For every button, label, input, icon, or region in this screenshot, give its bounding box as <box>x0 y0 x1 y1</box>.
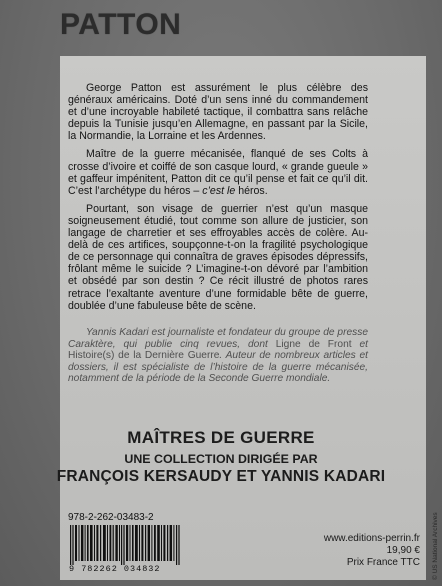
blurb <box>68 82 368 318</box>
series-directors: FRANÇOIS KERSAUDY ET YANNIS KADARI <box>56 468 386 485</box>
series-directed-by: UNE COLLECTION DIRIGÉE PAR <box>124 452 318 466</box>
blurb-paragraph-2-text: Maître de la guerre mécanisée, flanqué de ses Colts à crosse d’ivoire et coiffé de son casque lourd, « grande gueule » et gaffeur impénitent, Patton dit ce qu’il pense et fait ce qu’il dit. C’est l’archétype du héros – <box>68 148 368 197</box>
author-note-title2: Histoire(s) de la Dernière Guerre <box>68 350 220 362</box>
price-label: Prix France TTC <box>346 557 420 568</box>
blurb-paragraph-2-italic: c’est le <box>202 184 236 197</box>
author-note-part1: Yannis Kadari est journaliste et fondateur du groupe de presse Caraktère, qui publie cinq revues, dont <box>68 327 368 350</box>
publisher-website: www.editions-perrin.fr <box>323 533 420 544</box>
photo-credit: © US National Archives <box>432 512 439 580</box>
blurb-paragraph-1: George Patton est assurément le plus célèbre des généraux américains. Doté d’un sens inné du commandement et d’une incroyable habileté tactique, il combattra sans relâche depuis la Tunisie jusqu’en Allemagne, en passant par la Sicile, la Normandie, la Lorraine et les Ardennes. <box>68 82 368 143</box>
publisher-info <box>324 533 420 569</box>
author-note-part3: . Auteur de nombreux articles et dossiers, il est spécialiste de l’histoire de la guerre mécanisée, notamment de la période de la Seconde Guerre mondiale. <box>68 350 368 385</box>
barcode-icon <box>70 525 180 565</box>
isbn: 978-2-262-03483-2 <box>68 512 154 523</box>
author-note <box>68 327 368 385</box>
blurb-paragraph-3: Pourtant, son visage de guerrier n’est qu’un masque soigneusement étudié, tout comme son allure de justicier, son langage de charretier et ses effroyables accès de colère. Au-delà de ces artifices, soupçonne-t-on la fragilité psychologique de ce personnage qui connaîtra de graves épisodes dépressifs, frôlant même le suicide ? L’imagine-t-on dévoré par l’ambition et obsédé par son destin ? Ce récit illustré de photos rares retrace l’exaltante aventure d’une formidable bête de guerre, doublée d’une fabuleuse bête de scène. <box>68 202 368 312</box>
barcode-digits: 9 782262 034832 <box>69 564 161 574</box>
blurb-paragraph-2-end: héros. <box>235 184 268 197</box>
author-note-part2: et <box>351 338 368 350</box>
blurb-paragraph-2 <box>68 148 368 196</box>
book-title: PATTON <box>60 8 182 41</box>
author-note-title1: Ligne de Front <box>275 338 352 350</box>
series-name: MAÎTRES DE GUERRE <box>127 428 315 447</box>
price: 19,90 € <box>386 545 420 556</box>
